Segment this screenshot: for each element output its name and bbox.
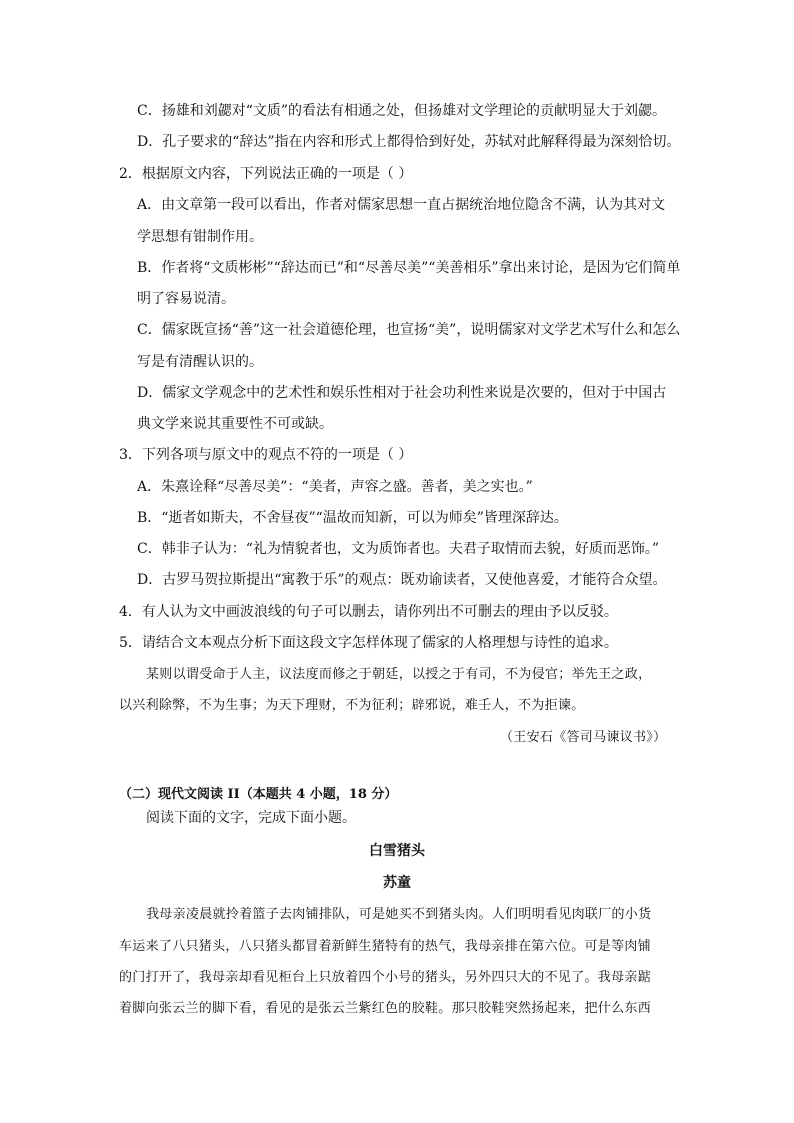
- q2-option-d-line2: 典文学来说其重要性不可或缺。: [137, 416, 333, 432]
- q2-option-d-line1: D．儒家文学观念中的艺术性和娱乐性相对于社会功利性来说是次要的，但对于中国古: [137, 385, 667, 401]
- q2-option-b-line2: 明了容易说清。: [137, 291, 235, 307]
- story-line2: 车运来了八只猪头，八只猪头都冒着新鲜生猪特有的热气，我母亲排在第六位。可是等肉铺: [119, 939, 652, 954]
- story-line3: 的门打开了，我母亲却看见柜台上只放着四个小号的猪头，另外四只大的不见了。我母亲踮: [119, 970, 652, 985]
- q2-option-a-line2: 学思想有钳制作用。: [137, 229, 263, 245]
- section-instruction: 阅读下面的文字，完成下面小题。: [146, 810, 356, 826]
- section-heading: （二）现代文阅读 II（本题共 4 小题，18 分）: [119, 787, 398, 802]
- q3-option-c: C．韩非子认为：“礼为情貌者也，文为质饰者也。夫君子取情而去貌，好质而恶饰。”: [137, 541, 660, 557]
- story-title: 白雪猪头: [369, 843, 425, 859]
- q2-option-c-line1: C．儒家既宣扬“善”这一社会道德伦理，也宣扬“美”，说明儒家对文学艺术写什么和怎么: [137, 322, 681, 338]
- q3-option-d: D．古罗马贺拉斯提出“寓教于乐”的观点：既劝谕读者，又使他喜爱，才能符合众望。: [137, 572, 667, 588]
- q3-stem: 3．下列各项与原文中的观点不符的一项是（ ）: [119, 447, 413, 463]
- q5-text: 5．请结合文本观点分析下面这段文字怎样体现了儒家的人格理想与诗性的追求。: [119, 635, 618, 651]
- q2-option-c-line2: 写是有清醒认识的。: [137, 354, 263, 370]
- q1-option-d: D．孔子要求的“辞达”指在内容和形式上都得恰到好处，苏轼对此解释得最为深刻恰切。: [137, 134, 681, 150]
- story-line4: 着脚向张云兰的脚下看，看见的是张云兰紫红色的胶鞋。那只胶鞋突然扬起来，把什么东西: [119, 1001, 652, 1016]
- q2-option-b-line1: B．作者将“文质彬彬”“辞达而已”和“尽善尽美”“美善相乐”拿出来讨论，是因为它们简单: [137, 260, 681, 276]
- q3-option-a: A．朱熹诠释“尽善尽美”：“美者，声容之盛。善者，美之实也。”: [137, 479, 533, 495]
- quote-source: （王安石《答司马谏议书》）: [500, 730, 667, 745]
- quote-line1: 某则以谓受命于人主，议法度而修之于朝廷，以授之于有司，不为侵官；举先王之政，: [146, 667, 652, 682]
- q4-text: 4．有人认为文中画波浪线的句子可以删去，请你列出不可删去的理由予以反驳。: [119, 604, 618, 620]
- q2-option-a-line1: A．由文章第一段可以看出，作者对儒家思想一直占据统治地位隐含不满，认为其对文: [137, 197, 666, 213]
- story-line1: 我母亲凌晨就拎着篮子去肉铺排队，可是她买不到猪头肉。人们明明看见肉联厂的小货: [146, 907, 652, 922]
- q1-option-c: C．扬雄和刘勰对“文质”的看法有相通之处，但扬雄对文学理论的贡献明显大于刘勰。: [137, 103, 667, 119]
- q3-option-b: B．“逝者如斯夫，不舍昼夜”“温故而知新，可以为师矣”皆理深辞达。: [137, 510, 568, 526]
- quote-line2: 以兴利除弊，不为生事；为天下理财，不为征利；辟邪说，难壬人，不为拒谏。: [119, 698, 585, 713]
- story-author: 苏童: [383, 875, 411, 891]
- q2-stem: 2．根据原文内容，下列说法正确的一项是（ ）: [119, 166, 413, 182]
